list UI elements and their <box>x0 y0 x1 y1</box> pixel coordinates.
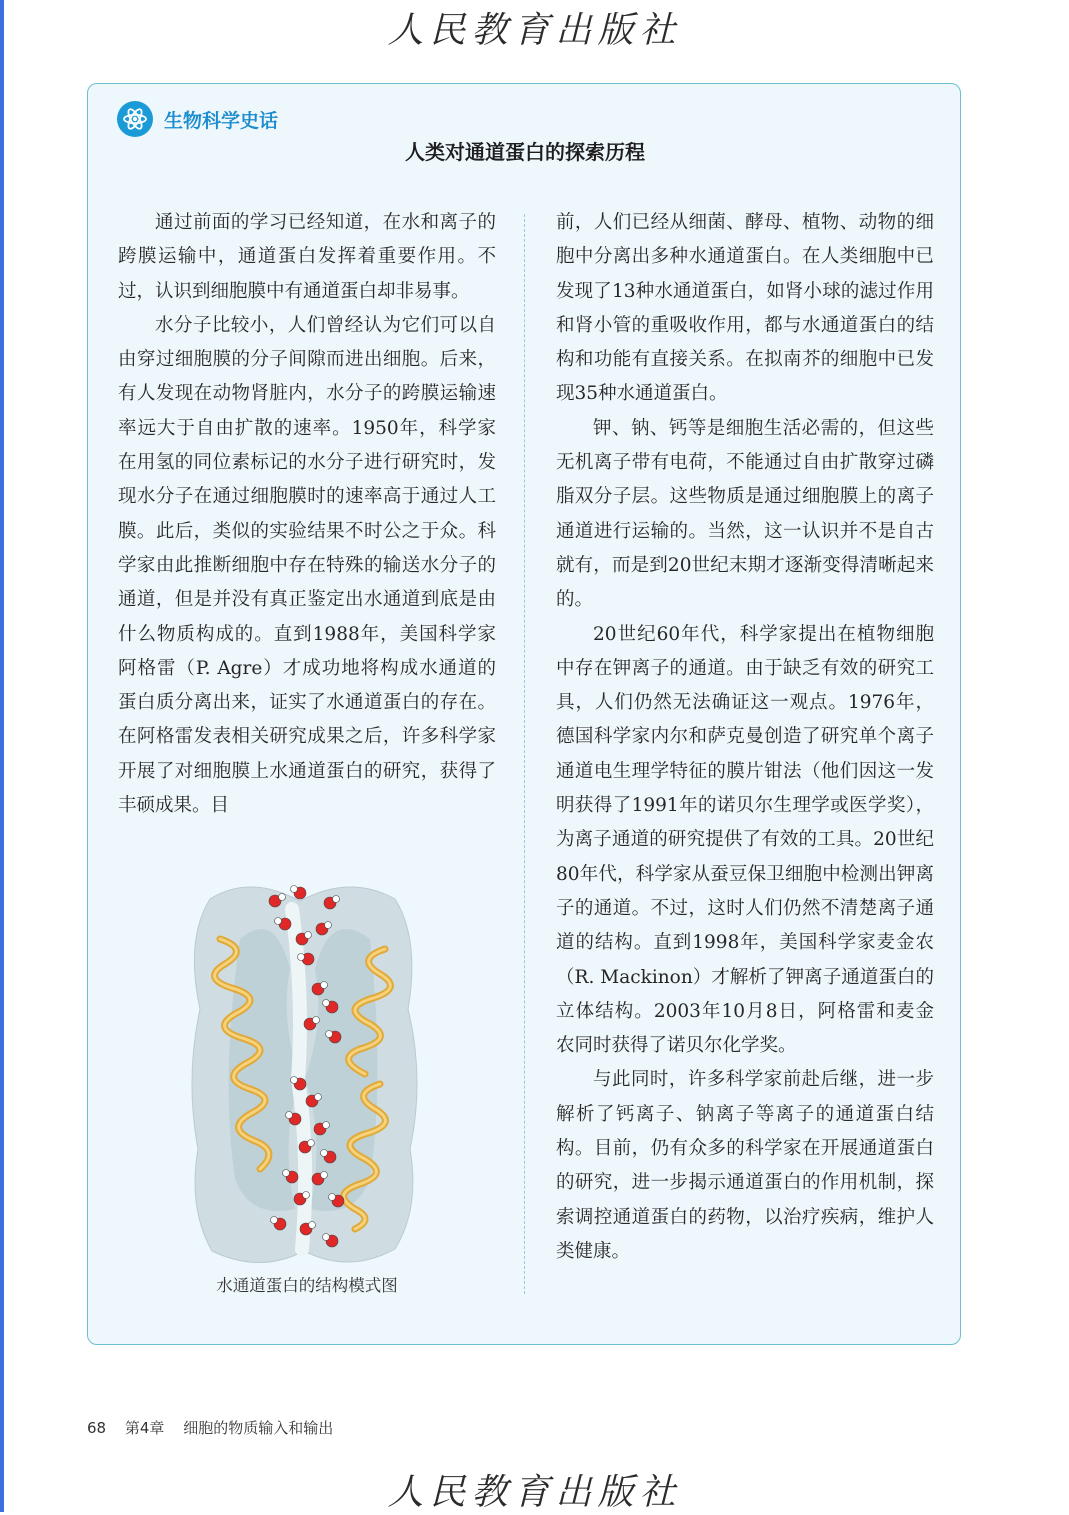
atom-icon <box>117 101 153 137</box>
paragraph: 与此同时，许多科学家前赴后继，进一步解析了钙离子、钠离子等离子的通道蛋白结构。目前，仍有众多的科学家在开展通道蛋白的研究，进一步揭示通道蛋白的作用机制，探索调控通道蛋白的药物，以治疗疾病，维护人类健康。 <box>556 1069 934 1262</box>
section-label: 生物科学史话 <box>164 109 279 132</box>
paragraph: 水分子比较小，人们曾经认为它们可以自由穿过细胞膜的分子间隙而进出细胞。后来，有人发现在动物肾脏内，水分子的跨膜运输速率远大于自由扩散的速率。1950年，科学家在用氢的同位素标记的水分子进行研究时，发现水分子在通过细胞膜时的速率高于通过人工膜。此后，类似的实验结果不时公之于众。科学家由此推断细胞中存在特殊的输送水分子的通道，但是并没有真正鉴定出水通道到底是由什么物质构成的。直到1988年，美国科学家阿格雷（P. Agre）才成功地将构成水通道的蛋白质分离出来，证实了水通道蛋白的存在。在阿格雷发表相关研究成果之后，许多科学家开展了对细胞膜上水通道蛋白的研究，获得了丰硕成果。目 <box>118 314 496 817</box>
page-footer <box>87 1417 347 1438</box>
left-edge-bar <box>0 0 4 1512</box>
paragraph: 钾、钠、钙等是细胞生活必需的，但这些无机离子带有电荷，不能通过自由扩散穿过磷脂双分子层。这些物质是通过细胞膜上的离子通道进行运输的。当然，这一认识并不是自古就有，而是到20世纪末期才逐渐变得清晰起来的。 <box>556 417 934 611</box>
column-divider <box>524 214 525 1294</box>
left-column <box>118 206 496 823</box>
chapter-number: 第4章 <box>124 1419 165 1437</box>
paragraph: 前，人们已经从细菌、酵母、植物、动物的细胞中分离出多种水通道蛋白。在人类细胞中已发现了13种水通道蛋白，如肾小球的滤过作用和肾小管的重吸收作用，都与水通道蛋白的结构和功能有直接关系。在拟南芥的细胞中已发现35种水通道蛋白。 <box>556 212 934 405</box>
sidebar-box <box>87 83 961 1345</box>
water-channel-figure <box>180 879 428 1264</box>
chapter-title: 细胞的物质输入和输出 <box>183 1419 334 1437</box>
article-title: 人类对通道蛋白的探索历程 <box>405 140 645 164</box>
publisher-logo-bottom: 人民教育出版社 <box>387 1472 682 1513</box>
paragraph: 通过前面的学习已经知道，在水和离子的跨膜运输中，通道蛋白发挥着重要作用。不过，认识到细胞膜中有通道蛋白却非易事。 <box>118 212 496 302</box>
right-column <box>556 206 934 1269</box>
figure-caption: 水通道蛋白的结构模式图 <box>216 1276 398 1295</box>
section-badge <box>117 101 278 137</box>
paragraph: 20世纪60年代，科学家提出在植物细胞中存在钾离子的通道。由于缺乏有效的研究工具，人们仍然无法确证这一观点。1976年，德国科学家内尔和萨克曼创造了研究单个离子通道电生理学特征的膜片钳法（他们因这一发明获得了1991年的诺贝尔生理学或医学奖），为离子通道的研究提供了有效的工具。20世纪80年代，科学家从蚕豆保卫细胞中检测出钾离子的通道。不过，这时人们仍然不清楚离子通道的结构。直到1998年，美国科学家麦金农（R. Mackinon）才解析了钾离子通道蛋白的立体结构。2003年10月8日，阿格雷和麦金农同时获得了诺贝尔化学奖。 <box>556 623 934 1057</box>
publisher-logo-top: 人民教育出版社 <box>387 10 682 51</box>
page-number: 68 <box>87 1419 107 1437</box>
